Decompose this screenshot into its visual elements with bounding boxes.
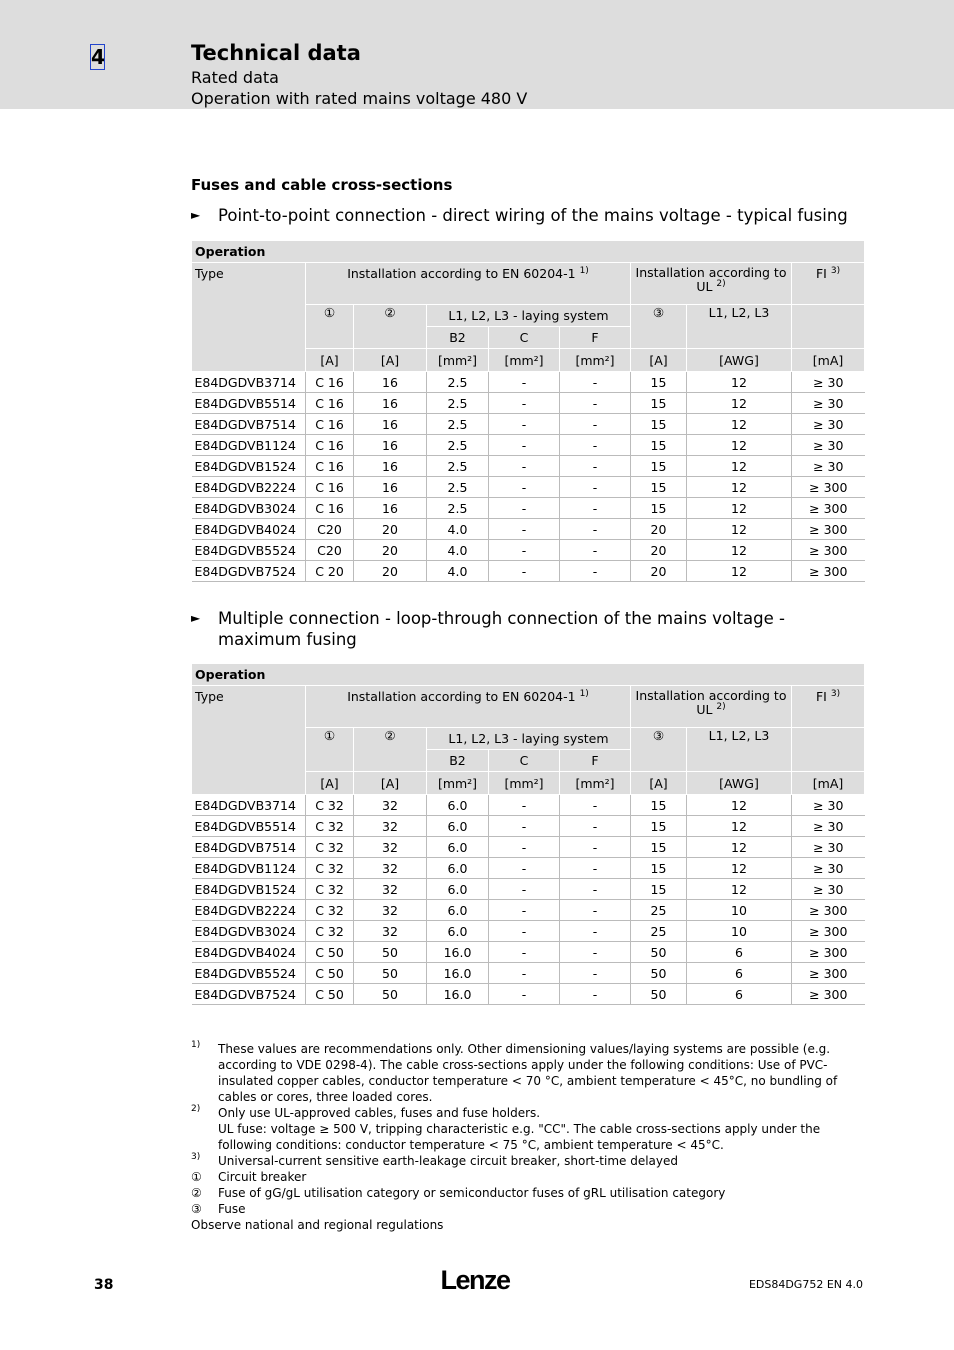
page-subtitle-rated-data: Rated data (191, 68, 279, 87)
chapter-number: 4 (91, 45, 105, 69)
ul-fuse-cell: 15 (631, 795, 687, 816)
c-cell: - (489, 795, 560, 816)
page-subtitle-operation: Operation with rated mains voltage 480 V (191, 89, 528, 108)
c-cell: - (489, 498, 560, 519)
awg-cell: 12 (687, 540, 792, 561)
circuit-breaker-cell: C 32 (306, 858, 354, 879)
b2-cell: 6.0 (427, 921, 489, 942)
c-header: C (489, 750, 560, 772)
fi-cell: ≥ 300 (792, 900, 865, 921)
fuse-cell: 32 (354, 921, 427, 942)
b2-header: B2 (427, 327, 489, 349)
laying-system-header: L1, L2, L3 - laying system (427, 305, 631, 327)
awg-cell: 10 (687, 921, 792, 942)
awg-cell: 12 (687, 837, 792, 858)
laying-system-header: L1, L2, L3 - laying system (427, 728, 631, 750)
fuse-cell: 16 (354, 372, 427, 393)
f-cell: - (560, 435, 631, 456)
b2-cell: 6.0 (427, 837, 489, 858)
fi-cell: ≥ 300 (792, 561, 865, 582)
fi-cell: ≥ 30 (792, 858, 865, 879)
fuse-cell: 20 (354, 561, 427, 582)
fuse-cell: 16 (354, 456, 427, 477)
type-cell: E84DGDVB5524 (192, 963, 306, 984)
type-cell: E84DGDVB1124 (192, 858, 306, 879)
table-row (192, 414, 865, 435)
unit-mm2: [mm²] (427, 349, 489, 372)
operation-label: Operation (192, 664, 865, 686)
fuse-table-multiple-connection (191, 663, 865, 1005)
fi-cell: ≥ 300 (792, 477, 865, 498)
b2-cell: 16.0 (427, 984, 489, 1005)
c-cell: - (489, 816, 560, 837)
b2-cell: 2.5 (427, 435, 489, 456)
c-cell: - (489, 837, 560, 858)
fi-cell: ≥ 30 (792, 414, 865, 435)
bullet-text: Multiple connection - loop-through connection of the mains voltage - maximum fusing (218, 609, 785, 649)
ul-fuse-cell: 15 (631, 477, 687, 498)
table-row (192, 795, 865, 816)
fuse-cell: 32 (354, 837, 427, 858)
fi-cell: ≥ 300 (792, 984, 865, 1005)
install-ul-header: Installation according to UL $^{2)}$ (631, 263, 792, 305)
awg-cell: 6 (687, 963, 792, 984)
c-header: C (489, 327, 560, 349)
type-cell: E84DGDVB3714 (192, 372, 306, 393)
f-cell: - (560, 795, 631, 816)
c-cell: - (489, 879, 560, 900)
type-cell: E84DGDVB7524 (192, 561, 306, 582)
table-row (192, 519, 865, 540)
table-row (192, 561, 865, 582)
lenze-logo (435, 1262, 515, 1296)
type-cell: E84DGDVB2224 (192, 900, 306, 921)
ul-fuse-cell: 15 (631, 858, 687, 879)
circuit-breaker-symbol: ① (306, 305, 354, 349)
awg-cell: 12 (687, 393, 792, 414)
f-header: F (560, 327, 631, 349)
observe-regulations-note: Observe national and regional regulations (191, 1218, 444, 1232)
fi-cell: ≥ 300 (792, 540, 865, 561)
ul-fuse-cell: 15 (631, 498, 687, 519)
b2-cell: 2.5 (427, 393, 489, 414)
fuse-cell: 32 (354, 795, 427, 816)
unit-mm2: [mm²] (560, 772, 631, 795)
type-cell: E84DGDVB5514 (192, 393, 306, 414)
table-row (192, 393, 865, 414)
circuit-breaker-cell: C 16 (306, 393, 354, 414)
type-cell: E84DGDVB3024 (192, 921, 306, 942)
fuse-cell: 16 (354, 414, 427, 435)
type-cell: E84DGDVB1124 (192, 435, 306, 456)
footnote-2: 2) Only use UL-approved cables, fuses and fuse holders. UL fuse: voltage ≥ 500 V, tripping characteristic e.g. "CC". The cable cross-sections apply under the following conditions: conductor temperature < 75 °C, ambient temperature < 45°C. (191, 1104, 821, 1152)
b2-cell: 6.0 (427, 858, 489, 879)
bullet-text: Point-to-point connection - direct wiring of the mains voltage - typical fusing (218, 206, 848, 225)
fi-cell: ≥ 300 (792, 519, 865, 540)
section-title: Fuses and cable cross-sections (191, 176, 453, 194)
table-row (192, 498, 865, 519)
table-row (192, 816, 865, 837)
c-cell: - (489, 561, 560, 582)
type-header: Type (192, 686, 306, 795)
ul-fuse-cell: 20 (631, 540, 687, 561)
ul-fuse-symbol: ③ (631, 728, 687, 772)
circuit-breaker-cell: C 50 (306, 984, 354, 1005)
fuse-cell: 20 (354, 540, 427, 561)
unit-ma: [mA] (792, 772, 865, 795)
awg-cell: 12 (687, 498, 792, 519)
install-en-header: Installation according to EN 60204-1 $^{1)}$ (306, 686, 631, 728)
f-cell: - (560, 858, 631, 879)
fuse-cell: 50 (354, 984, 427, 1005)
unit-mm2: [mm²] (489, 349, 560, 372)
ul-fuse-cell: 15 (631, 816, 687, 837)
fuse-cell: 32 (354, 879, 427, 900)
f-cell: - (560, 921, 631, 942)
table-row (192, 477, 865, 498)
circuit-breaker-cell: C 32 (306, 795, 354, 816)
b2-cell: 6.0 (427, 879, 489, 900)
fuse-cell: 32 (354, 816, 427, 837)
fi-cell: ≥ 30 (792, 456, 865, 477)
ul-fuse-cell: 50 (631, 963, 687, 984)
operation-label: Operation (192, 241, 865, 263)
c-cell: - (489, 900, 560, 921)
circuit-breaker-cell: C 16 (306, 414, 354, 435)
circuit-breaker-cell: C 50 (306, 963, 354, 984)
table-row (192, 942, 865, 963)
ul-fuse-cell: 15 (631, 372, 687, 393)
f-cell: - (560, 879, 631, 900)
awg-cell: 12 (687, 435, 792, 456)
fi-cell: ≥ 30 (792, 879, 865, 900)
fi-blank (792, 728, 865, 772)
c-cell: - (489, 435, 560, 456)
b2-cell: 2.5 (427, 498, 489, 519)
type-cell: E84DGDVB5524 (192, 540, 306, 561)
type-cell: E84DGDVB7514 (192, 414, 306, 435)
table-row (192, 984, 865, 1005)
b2-cell: 6.0 (427, 816, 489, 837)
circuit-breaker-cell: C20 (306, 540, 354, 561)
type-cell: E84DGDVB5514 (192, 816, 306, 837)
type-cell: E84DGDVB3714 (192, 795, 306, 816)
fuse-symbol: ② (354, 728, 427, 772)
unit-mm2: [mm²] (489, 772, 560, 795)
unit-a: [A] (354, 349, 427, 372)
ul-fuse-cell: 20 (631, 519, 687, 540)
install-ul-header: Installation according to UL $^{2)}$ (631, 686, 792, 728)
circuit-breaker-cell: C 32 (306, 816, 354, 837)
type-cell: E84DGDVB4024 (192, 519, 306, 540)
unit-a: [A] (354, 772, 427, 795)
awg-cell: 12 (687, 456, 792, 477)
ul-fuse-cell: 20 (631, 561, 687, 582)
b2-cell: 2.5 (427, 456, 489, 477)
fuse-cell: 16 (354, 435, 427, 456)
c-cell: - (489, 540, 560, 561)
type-cell: E84DGDVB7524 (192, 984, 306, 1005)
c-cell: - (489, 942, 560, 963)
b2-cell: 6.0 (427, 900, 489, 921)
ul-lines-header: L1, L2, L3 (687, 728, 792, 772)
f-cell: - (560, 837, 631, 858)
unit-mm2: [mm²] (560, 349, 631, 372)
fuse-symbol: ② (354, 305, 427, 349)
awg-cell: 12 (687, 816, 792, 837)
fuse-cell: 16 (354, 477, 427, 498)
fuse-cell: 20 (354, 519, 427, 540)
b2-cell: 16.0 (427, 963, 489, 984)
fi-cell: ≥ 30 (792, 435, 865, 456)
awg-cell: 12 (687, 858, 792, 879)
fi-cell: ≥ 300 (792, 921, 865, 942)
c-cell: - (489, 984, 560, 1005)
f-cell: - (560, 561, 631, 582)
unit-awg: [AWG] (687, 349, 792, 372)
b2-cell: 4.0 (427, 561, 489, 582)
ul-fuse-cell: 25 (631, 921, 687, 942)
unit-a: [A] (306, 349, 354, 372)
type-cell: E84DGDVB1524 (192, 879, 306, 900)
ul-fuse-cell: 15 (631, 879, 687, 900)
fi-cell: ≥ 30 (792, 816, 865, 837)
fuse-cell: 16 (354, 498, 427, 519)
c-cell: - (489, 414, 560, 435)
f-cell: - (560, 816, 631, 837)
bullet-arrow-icon: ► (191, 208, 201, 222)
page-title: Technical data (191, 41, 361, 65)
b2-cell: 6.0 (427, 795, 489, 816)
fi-cell: ≥ 30 (792, 393, 865, 414)
legend-fuse: ③ Fuse (191, 1202, 246, 1216)
circuit-breaker-cell: C 16 (306, 372, 354, 393)
circuit-breaker-cell: C 32 (306, 837, 354, 858)
f-header: F (560, 750, 631, 772)
fi-blank (792, 305, 865, 349)
bullet-multiple-connection (191, 608, 856, 650)
ul-fuse-cell: 15 (631, 435, 687, 456)
fi-header: FI $^{3)}$ (792, 263, 865, 305)
ul-fuse-cell: 15 (631, 414, 687, 435)
fi-header: FI $^{3)}$ (792, 686, 865, 728)
c-cell: - (489, 858, 560, 879)
fuse-cell: 32 (354, 900, 427, 921)
ul-fuse-cell: 15 (631, 393, 687, 414)
table-row (192, 435, 865, 456)
footnote-3: 3) Universal-current sensitive earth-leakage circuit breaker, short-time delayed (191, 1152, 678, 1168)
awg-cell: 12 (687, 795, 792, 816)
f-cell: - (560, 456, 631, 477)
b2-cell: 4.0 (427, 540, 489, 561)
page-number: 38 (94, 1277, 114, 1293)
unit-a: [A] (306, 772, 354, 795)
b2-cell: 2.5 (427, 372, 489, 393)
svg-text:Lenze: Lenze (440, 1265, 510, 1295)
fi-cell: ≥ 300 (792, 498, 865, 519)
install-en-header: Installation according to EN 60204-1 $^{1)}$ (306, 263, 631, 305)
table-row (192, 372, 865, 393)
table-row (192, 900, 865, 921)
b2-cell: 4.0 (427, 519, 489, 540)
circuit-breaker-cell: C 16 (306, 498, 354, 519)
awg-cell: 6 (687, 942, 792, 963)
footnotes (191, 1041, 856, 1233)
table-row (192, 858, 865, 879)
c-cell: - (489, 372, 560, 393)
awg-cell: 12 (687, 372, 792, 393)
awg-cell: 12 (687, 477, 792, 498)
circuit-breaker-cell: C 32 (306, 900, 354, 921)
type-cell: E84DGDVB4024 (192, 942, 306, 963)
circuit-breaker-cell: C 16 (306, 435, 354, 456)
f-cell: - (560, 393, 631, 414)
f-cell: - (560, 372, 631, 393)
f-cell: - (560, 477, 631, 498)
circuit-breaker-cell: C20 (306, 519, 354, 540)
awg-cell: 12 (687, 879, 792, 900)
ul-fuse-cell: 25 (631, 900, 687, 921)
legend-fuse-category: ② Fuse of gG/gL utilisation category or semiconductor fuses of gRL utilisation category (191, 1186, 726, 1200)
footnote-1: 1) These values are recommendations only. Other dimensioning values/laying systems are possible (e.g. according to VDE 0298-4). The cable cross-sections apply under the following conditions: Use of PVC-insulated copper cables, conductor temperature < 70 °C, ambient temperature < 45°C, no bundling of cables or cores, three loaded cores. (191, 1040, 838, 1104)
type-cell: E84DGDVB2224 (192, 477, 306, 498)
circuit-breaker-cell: C 16 (306, 456, 354, 477)
table-row (192, 540, 865, 561)
fuse-table-point-to-point (191, 240, 865, 582)
table-row (192, 879, 865, 900)
b2-cell: 2.5 (427, 477, 489, 498)
b2-cell: 2.5 (427, 414, 489, 435)
unit-a: [A] (631, 772, 687, 795)
unit-a: [A] (631, 349, 687, 372)
unit-ma: [mA] (792, 349, 865, 372)
c-cell: - (489, 519, 560, 540)
table-row (192, 963, 865, 984)
f-cell: - (560, 498, 631, 519)
table-row (192, 921, 865, 942)
ul-fuse-cell: 50 (631, 942, 687, 963)
legend-circuit-breaker: ① Circuit breaker (191, 1170, 307, 1184)
circuit-breaker-cell: C 20 (306, 561, 354, 582)
fi-cell: ≥ 30 (792, 795, 865, 816)
circuit-breaker-cell: C 16 (306, 477, 354, 498)
f-cell: - (560, 963, 631, 984)
c-cell: - (489, 477, 560, 498)
fi-cell: ≥ 30 (792, 372, 865, 393)
f-cell: - (560, 900, 631, 921)
f-cell: - (560, 984, 631, 1005)
table-row (192, 456, 865, 477)
type-cell: E84DGDVB3024 (192, 498, 306, 519)
c-cell: - (489, 393, 560, 414)
fuse-cell: 50 (354, 942, 427, 963)
f-cell: - (560, 519, 631, 540)
b2-header: B2 (427, 750, 489, 772)
awg-cell: 6 (687, 984, 792, 1005)
awg-cell: 10 (687, 900, 792, 921)
circuit-breaker-cell: C 32 (306, 879, 354, 900)
awg-cell: 12 (687, 519, 792, 540)
circuit-breaker-cell: C 50 (306, 942, 354, 963)
ul-lines-header: L1, L2, L3 (687, 305, 792, 349)
b2-cell: 16.0 (427, 942, 489, 963)
ul-fuse-symbol: ③ (631, 305, 687, 349)
fuse-cell: 16 (354, 393, 427, 414)
ul-fuse-cell: 50 (631, 984, 687, 1005)
f-cell: - (560, 414, 631, 435)
circuit-breaker-cell: C 32 (306, 921, 354, 942)
type-cell: E84DGDVB7514 (192, 837, 306, 858)
c-cell: - (489, 963, 560, 984)
document-id: EDS84DG752 EN 4.0 (748, 1278, 863, 1291)
circuit-breaker-symbol: ① (306, 728, 354, 772)
table-row (192, 837, 865, 858)
fuse-cell: 32 (354, 858, 427, 879)
type-header: Type (192, 263, 306, 372)
fi-cell: ≥ 30 (792, 837, 865, 858)
bullet-point-to-point (191, 205, 856, 226)
ul-fuse-cell: 15 (631, 456, 687, 477)
bullet-arrow-icon: ► (191, 611, 201, 625)
f-cell: - (560, 942, 631, 963)
awg-cell: 12 (687, 414, 792, 435)
fuse-cell: 50 (354, 963, 427, 984)
f-cell: - (560, 540, 631, 561)
fi-cell: ≥ 300 (792, 942, 865, 963)
unit-mm2: [mm²] (427, 772, 489, 795)
c-cell: - (489, 456, 560, 477)
fi-cell: ≥ 300 (792, 963, 865, 984)
unit-awg: [AWG] (687, 772, 792, 795)
type-cell: E84DGDVB1524 (192, 456, 306, 477)
awg-cell: 12 (687, 561, 792, 582)
ul-fuse-cell: 15 (631, 837, 687, 858)
c-cell: - (489, 921, 560, 942)
